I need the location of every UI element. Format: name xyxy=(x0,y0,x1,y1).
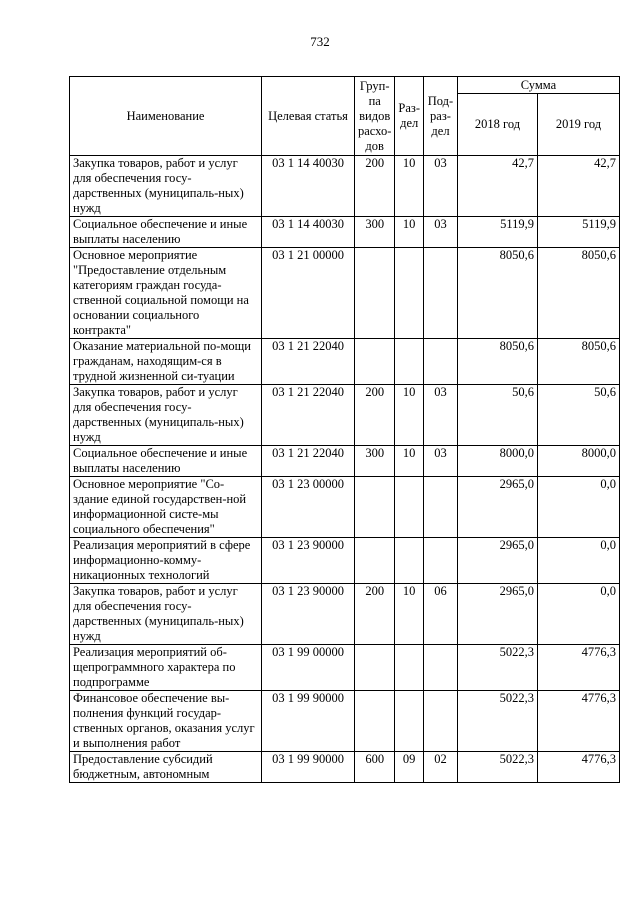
row-name: Реализация мероприятий об-щепрограммного характера по подпрограмме xyxy=(70,645,262,691)
row-amount-2019: 0,0 xyxy=(537,477,619,538)
row-amount-2019: 4776,3 xyxy=(537,752,619,783)
row-target-code: 03 1 99 00000 xyxy=(262,645,355,691)
row-subsection: 03 xyxy=(423,156,457,217)
row-amount-2019: 5119,9 xyxy=(537,217,619,248)
row-subsection xyxy=(423,477,457,538)
table-body xyxy=(70,156,620,783)
row-name: Закупка товаров, работ и услуг для обеспечения госу-дарственных (муниципаль-ных) нужд xyxy=(70,156,262,217)
row-section xyxy=(395,248,424,339)
row-target-code: 03 1 23 90000 xyxy=(262,538,355,584)
row-expense-group: 200 xyxy=(355,584,395,645)
header-section: Раз-дел xyxy=(395,77,424,156)
table-row xyxy=(70,645,620,691)
row-subsection: 03 xyxy=(423,385,457,446)
header-target-article: Целевая статья xyxy=(262,77,355,156)
row-amount-2018: 5022,3 xyxy=(457,752,537,783)
table-row xyxy=(70,339,620,385)
row-amount-2019: 50,6 xyxy=(537,385,619,446)
row-amount-2018: 50,6 xyxy=(457,385,537,446)
row-name: Социальное обеспечение и иные выплаты населению xyxy=(70,446,262,477)
row-amount-2019: 4776,3 xyxy=(537,691,619,752)
row-subsection xyxy=(423,248,457,339)
table-row xyxy=(70,156,620,217)
row-subsection xyxy=(423,538,457,584)
table-row xyxy=(70,752,620,783)
row-expense-group xyxy=(355,645,395,691)
row-expense-group xyxy=(355,339,395,385)
row-name: Предоставление субсидий бюджетным, автономным xyxy=(70,752,262,783)
table-row xyxy=(70,248,620,339)
row-amount-2018: 8000,0 xyxy=(457,446,537,477)
row-target-code: 03 1 23 90000 xyxy=(262,584,355,645)
row-amount-2019: 42,7 xyxy=(537,156,619,217)
row-section xyxy=(395,645,424,691)
row-subsection: 06 xyxy=(423,584,457,645)
row-expense-group xyxy=(355,691,395,752)
row-target-code: 03 1 99 90000 xyxy=(262,752,355,783)
row-expense-group xyxy=(355,248,395,339)
row-amount-2018: 5022,3 xyxy=(457,691,537,752)
table-row xyxy=(70,538,620,584)
table-row xyxy=(70,477,620,538)
row-section: 10 xyxy=(395,217,424,248)
row-subsection: 03 xyxy=(423,446,457,477)
row-expense-group: 200 xyxy=(355,156,395,217)
page-number: 732 xyxy=(310,34,330,49)
row-subsection xyxy=(423,691,457,752)
row-section xyxy=(395,339,424,385)
row-amount-2018: 5022,3 xyxy=(457,645,537,691)
row-expense-group xyxy=(355,538,395,584)
row-amount-2018: 42,7 xyxy=(457,156,537,217)
row-target-code: 03 1 14 40030 xyxy=(262,156,355,217)
row-section xyxy=(395,538,424,584)
row-amount-2019: 8050,6 xyxy=(537,339,619,385)
header-name: Наименование xyxy=(70,77,262,156)
row-amount-2019: 0,0 xyxy=(537,584,619,645)
row-amount-2019: 0,0 xyxy=(537,538,619,584)
row-name: Основное мероприятие "Со-здание единой государствен-ной информационной систе-мы социального обеспечения" xyxy=(70,477,262,538)
table-row xyxy=(70,446,620,477)
row-target-code: 03 1 21 22040 xyxy=(262,446,355,477)
row-amount-2018: 5119,9 xyxy=(457,217,537,248)
row-section xyxy=(395,691,424,752)
row-expense-group xyxy=(355,477,395,538)
row-section: 09 xyxy=(395,752,424,783)
header-subsection: Под-раз-дел xyxy=(423,77,457,156)
table-row xyxy=(70,217,620,248)
row-name: Социальное обеспечение и иные выплаты населению xyxy=(70,217,262,248)
header-sum: Сумма xyxy=(457,77,619,94)
row-name: Оказание материальной по-мощи гражданам, находящим-ся в трудной жизненной си-туации xyxy=(70,339,262,385)
header-year-2019: 2019 год xyxy=(537,94,619,156)
row-section: 10 xyxy=(395,446,424,477)
row-expense-group: 300 xyxy=(355,446,395,477)
row-name: Реализация мероприятий в сфере информационно-комму-никационных технологий xyxy=(70,538,262,584)
row-target-code: 03 1 99 90000 xyxy=(262,691,355,752)
table-row xyxy=(70,691,620,752)
header-year-2018: 2018 год xyxy=(457,94,537,156)
row-amount-2018: 2965,0 xyxy=(457,584,537,645)
row-target-code: 03 1 21 22040 xyxy=(262,385,355,446)
row-name: Основное мероприятие "Предоставление отдельным категориям граждан госуда-ственной социальной помощи на основании социального контракта" xyxy=(70,248,262,339)
row-expense-group: 600 xyxy=(355,752,395,783)
budget-table xyxy=(69,76,620,783)
row-target-code: 03 1 23 00000 xyxy=(262,477,355,538)
row-subsection: 03 xyxy=(423,217,457,248)
row-amount-2019: 8050,6 xyxy=(537,248,619,339)
table-row xyxy=(70,584,620,645)
row-section: 10 xyxy=(395,385,424,446)
row-expense-group: 300 xyxy=(355,217,395,248)
row-name: Закупка товаров, работ и услуг для обеспечения госу-дарственных (муниципаль-ных) нужд xyxy=(70,385,262,446)
row-section: 10 xyxy=(395,156,424,217)
row-name: Финансовое обеспечение вы-полнения функций государ-ственных органов, оказания услуг и выполнения работ xyxy=(70,691,262,752)
row-target-code: 03 1 14 40030 xyxy=(262,217,355,248)
row-target-code: 03 1 21 22040 xyxy=(262,339,355,385)
row-subsection xyxy=(423,339,457,385)
table-row xyxy=(70,385,620,446)
row-subsection xyxy=(423,645,457,691)
row-amount-2018: 8050,6 xyxy=(457,248,537,339)
row-amount-2018: 2965,0 xyxy=(457,477,537,538)
row-amount-2019: 4776,3 xyxy=(537,645,619,691)
row-expense-group: 200 xyxy=(355,385,395,446)
row-amount-2019: 8000,0 xyxy=(537,446,619,477)
row-section xyxy=(395,477,424,538)
row-amount-2018: 2965,0 xyxy=(457,538,537,584)
row-section: 10 xyxy=(395,584,424,645)
row-subsection: 02 xyxy=(423,752,457,783)
row-amount-2018: 8050,6 xyxy=(457,339,537,385)
row-target-code: 03 1 21 00000 xyxy=(262,248,355,339)
header-expense-group: Груп-па видов расхо-дов xyxy=(355,77,395,156)
row-name: Закупка товаров, работ и услуг для обеспечения госу-дарственных (муниципаль-ных) нужд xyxy=(70,584,262,645)
